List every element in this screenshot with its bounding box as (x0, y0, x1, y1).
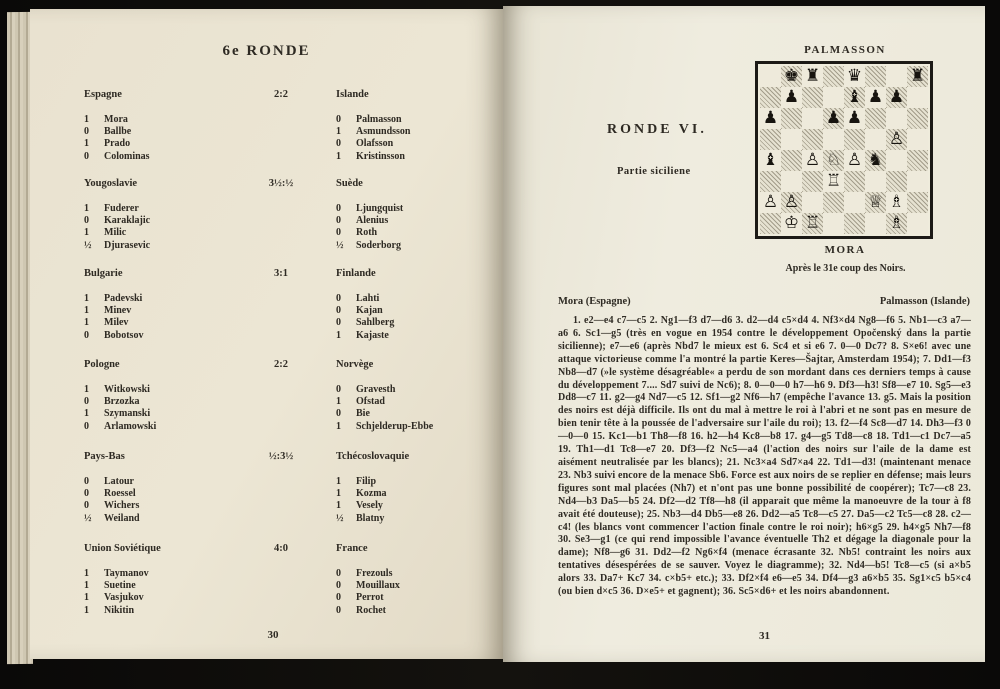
board-square (865, 171, 886, 192)
player-row (30, 408, 503, 420)
match-score: 3:1 (274, 268, 288, 279)
chess-piece: ♙ (844, 150, 865, 171)
match-section (30, 359, 503, 433)
player-name-right: Kristinsson (356, 150, 405, 162)
player-row (30, 500, 503, 512)
player-name-left: Taymanov (104, 568, 149, 579)
player-row (30, 293, 503, 305)
player-score-left: ½ (84, 239, 92, 251)
match-header (30, 178, 503, 192)
chess-piece: ♟ (823, 108, 844, 129)
players-line (558, 296, 970, 307)
board-square (802, 108, 823, 129)
player-row (30, 317, 503, 329)
player-name-right: Olafsson (356, 138, 394, 150)
player-score-left: 1 (84, 568, 89, 579)
player-score-left: 0 (84, 500, 89, 512)
team-left: Pologne (84, 359, 120, 370)
chess-piece: ♜ (802, 66, 823, 87)
player-score-right: 1 (336, 150, 341, 162)
player-score-left: 1 (84, 604, 89, 616)
board-square (886, 108, 907, 129)
player-score-left: 1 (84, 203, 89, 214)
player-score-right: 0 (336, 114, 341, 125)
board-square (907, 129, 928, 150)
player-name-left: Latour (104, 476, 134, 487)
player-score-right: 0 (336, 227, 341, 239)
player-score-right: 1 (336, 126, 341, 138)
player-name-right: Alenius (356, 215, 389, 227)
team-right: Finlande (336, 268, 376, 279)
player-score-right: 0 (336, 384, 341, 395)
chess-piece: ♟ (760, 108, 781, 129)
team-right: Islande (336, 89, 369, 100)
player-row (30, 203, 503, 215)
player-name-right: Sahlberg (356, 317, 395, 329)
black-player-name: Palmasson (Islande) (879, 296, 970, 307)
player-row (30, 513, 503, 525)
board-square (865, 213, 886, 234)
team-right: Suède (336, 178, 363, 189)
board-square (907, 171, 928, 192)
player-score-left: 1 (84, 305, 89, 317)
board-square (823, 213, 844, 234)
player-row (30, 126, 503, 138)
player-name-left: Minev (104, 305, 132, 317)
board-square (802, 129, 823, 150)
player-name-right: Schjelderup-Ebbe (356, 420, 434, 432)
player-score-right: 0 (336, 317, 341, 329)
player-name-right: Ofstad (356, 396, 385, 408)
player-score-right: ½ (336, 239, 344, 251)
board-square (823, 129, 844, 150)
board-square (760, 213, 781, 234)
player-name-left: Bobotsov (104, 329, 144, 341)
player-row (30, 114, 503, 126)
player-score-right: 0 (336, 568, 341, 579)
left-page (30, 9, 503, 659)
player-row (30, 151, 503, 163)
white-player-name: Mora (Espagne) (558, 296, 631, 307)
player-row (30, 384, 503, 396)
player-name-right: Kajan (356, 305, 383, 317)
player-score-left: 0 (84, 329, 89, 341)
chess-piece: ♙ (781, 192, 802, 213)
chess-piece: ♟ (844, 108, 865, 129)
player-score-left: 0 (84, 396, 89, 408)
chess-piece: ♝ (760, 150, 781, 171)
player-row (30, 330, 503, 342)
board-square (823, 66, 844, 87)
chess-piece: ♔ (781, 213, 802, 234)
board-square (865, 108, 886, 129)
player-name-left: Brzozka (104, 396, 140, 408)
player-name-left: Nikitin (104, 604, 135, 616)
team-right: Norvège (336, 359, 374, 370)
player-score-left: 0 (84, 126, 89, 138)
board-square (907, 213, 928, 234)
player-score-left: 1 (84, 384, 89, 395)
board-square (907, 192, 928, 213)
match-section (30, 268, 503, 342)
player-score-right: ½ (336, 512, 344, 524)
player-name-right: Kajaste (356, 329, 389, 341)
chess-board (760, 66, 928, 234)
player-row (30, 305, 503, 317)
page-number-left: 30 (267, 629, 279, 641)
match-header (30, 543, 503, 557)
player-name-right: Vesely (356, 500, 383, 512)
player-name-right: Mouillaux (356, 580, 400, 592)
player-name-left: Colominas (104, 150, 150, 162)
chess-piece: ♗ (886, 213, 907, 234)
game-annotation-text: 1. e2—e4 c7—c5 2. Ng1—f3 d7—d6 3. d2—d4 c5×d4 4. Nf3×d4 Ng8—f6 5. Nb1—c3 a7—a6 6. Sc1—g5 (très en vogue en 1954 contre le développement Opočenský dans la partie sicilienne); e7—e6 (après Nbd7 le mieux est 6. Sc4 et si e6 7. 0—0 Dc7? 8. S×e6! avec une attaque victorieuse comme l'a montré la partie Keres—Šajtar, Amsterdam 1954); 7. Dd1—f3 Nb8—d7 (»le système désagréable« a perdu de son mordant dans ces derniers temps à cause du développement 7.... Sd7 suivi de Nc6); 8. 0—0—0 h7—h6 9. Df3—h3! Sf8—e7 10. Sg5—e3 Dd8—c7 11. g2—g4 Nd7—c5 12. Sf1—g2 Nf6—h7 (empêche l'avance 13. g5. Mais la position des noirs est déjà difficile. Ils ont du mal à mettre le roi à l'abri et ne sont pas en mesure de bien tenir tête à la poussée de l'adversaire sur l'aile du roi); 13. f2—f4 Sc8—d7 14. Dh3—f3 0—0—0 15. Kc1—b1 Th8—f8 16. h2—h4 Kc8—b8 17. g4—g5 Td8—c8 18. Td1—c1 Dc7—a5 19. Th1—d1 Tc8—e7 20. Df3—f2 Nc5—a4 (l'action des noirs sur l'aile de la dame est aisément neutralisée par les blancs); 21. Nc3×a4 Sd7×a4 22. Td1—d3! (maintenant menace 23. Nb3 suivi encore de la menace Sb6. Force est aux noirs de se replier en défense; mais leurs figures sont mal placées (Nh7) et n'ont pas une bonne possibilité de coopérer); Tc7—c8 23. Nd4—b3 Da5—b5 24. Df2—d2 Tf8—h8 (il apparait que même la manoeuvre de la tour à f8 avait été douteuse); 25. Nb3—d4 Db5—e8 26. Dd2—a5 Tc8—c5 27. Da5—c2 Tc5—c8 28. c2—c4! (les blancs vont commencer l'action finale contre le roi noir); h6×g5 29. h4×g5 Nh7—f8 30. Se3—g1 (ce qui rend impossible l'avance éventuelle Th2 et dégage la diagonale pour la dame); Nf8—g6 31. Dd2—f2 Ng6×f4 (menace écrasante 32. Nb5! contraint les noirs aux tentatives désespérées de se sauver. Voyez le diagramme); 32. Nd4—b5! Tc8—c5 (si a×b5 alors 33. Da7+ Kc7 34. c×b5+ etc.); 33. Df2×f4 e6—e5 34. Df4—g3 a6×b5 35. Sg1×c5 b5×c4 (ou bien d×c5 36. D×e5+ et gagnent); 36. Sc5×d6+ et les noirs abandonnent. (558, 315, 971, 598)
chess-piece: ♟ (781, 87, 802, 108)
board-square (760, 66, 781, 87)
player-name-right: Rochet (356, 604, 386, 616)
page-title: 6e RONDE (222, 43, 311, 59)
player-name-right: Filip (356, 476, 377, 487)
player-row (30, 215, 503, 227)
chess-piece: ♖ (823, 171, 844, 192)
board-square (781, 108, 802, 129)
player-score-left: 0 (84, 488, 89, 500)
team-right: France (336, 543, 368, 554)
match-header (30, 359, 503, 373)
board-square (865, 66, 886, 87)
diagram-caption: Après le 31e coup des Noirs. (785, 263, 906, 274)
player-name-right: Ljungquist (356, 203, 404, 214)
right-page (503, 6, 985, 662)
board-square (823, 192, 844, 213)
chess-piece: ♙ (760, 192, 781, 213)
chess-piece: ♙ (802, 150, 823, 171)
match-score: 4:0 (274, 543, 288, 554)
player-score-right: 1 (336, 420, 341, 432)
match-section (30, 178, 503, 252)
player-score-left: 1 (84, 580, 89, 592)
player-score-left: 1 (84, 592, 89, 604)
player-name-right: Asmundsson (356, 126, 411, 138)
chess-piece: ♘ (823, 150, 844, 171)
player-row (30, 488, 503, 500)
chess-piece: ♙ (886, 129, 907, 150)
player-name-right: Lahti (356, 293, 380, 304)
player-score-right: 0 (336, 215, 341, 227)
player-name-left: Mora (104, 114, 128, 125)
chess-piece: ♗ (886, 192, 907, 213)
player-name-right: Kozma (356, 488, 387, 500)
chess-diagram (755, 61, 933, 239)
player-name-left: Padevski (104, 293, 143, 304)
chess-piece: ♕ (865, 192, 886, 213)
match-section (30, 451, 503, 525)
player-score-left: 1 (84, 138, 89, 150)
match-section (30, 543, 503, 617)
player-row (30, 396, 503, 408)
player-name-left: Szymanski (104, 408, 151, 420)
match-section (30, 89, 503, 163)
chess-piece: ♛ (844, 66, 865, 87)
player-name-right: Roth (356, 227, 378, 239)
opening-name: Partie siciliene (617, 166, 691, 177)
player-row (30, 421, 503, 433)
board-square (907, 108, 928, 129)
player-row (30, 605, 503, 617)
player-name-right: Palmasson (356, 114, 402, 125)
player-score-right: 0 (336, 203, 341, 214)
board-square (886, 171, 907, 192)
round-heading: RONDE VI. (607, 122, 707, 137)
player-row (30, 138, 503, 150)
team-left: Yougoslavie (84, 178, 138, 189)
player-score-left: 1 (84, 293, 89, 304)
team-right: Tchécoslovaquie (336, 451, 410, 462)
player-row (30, 568, 503, 580)
player-name-left: Ballbe (104, 126, 132, 138)
team-left: Espagne (84, 89, 122, 100)
player-score-left: 0 (84, 215, 89, 227)
player-name-right: Frezouls (356, 568, 393, 579)
player-score-left: 0 (84, 150, 89, 162)
board-square (907, 150, 928, 171)
player-name-left: Milev (104, 317, 129, 329)
match-score: 2:2 (274, 89, 288, 100)
chess-piece: ♝ (844, 87, 865, 108)
player-name-left: Witkowski (104, 384, 150, 395)
team-left: Bulgarie (84, 268, 123, 279)
player-score-left: 1 (84, 114, 89, 125)
diagram-black-player-label: PALMASSON (804, 44, 886, 56)
board-square (886, 150, 907, 171)
player-score-right: 0 (336, 293, 341, 304)
chess-piece: ♜ (907, 66, 928, 87)
board-square (865, 129, 886, 150)
player-row (30, 476, 503, 488)
match-header (30, 268, 503, 282)
player-name-left: Weiland (104, 512, 140, 524)
player-score-left: ½ (84, 512, 92, 524)
board-square (844, 171, 865, 192)
player-score-right: 1 (336, 488, 341, 500)
player-name-left: Arlamowski (104, 420, 157, 432)
board-square (760, 87, 781, 108)
player-score-right: 0 (336, 580, 341, 592)
player-name-left: Karaklajic (104, 215, 151, 227)
player-name-left: Suetine (104, 580, 136, 592)
player-score-right: 1 (336, 500, 341, 512)
board-square (802, 192, 823, 213)
board-square (844, 192, 865, 213)
player-name-left: Djurasevic (104, 239, 151, 251)
player-name-left: Vasjukov (104, 592, 144, 604)
player-name-left: Milic (104, 227, 127, 239)
player-score-right: 0 (336, 604, 341, 616)
board-square (781, 129, 802, 150)
player-score-left: 1 (84, 317, 89, 329)
board-square (907, 87, 928, 108)
player-score-left: 0 (84, 476, 89, 487)
board-square (781, 171, 802, 192)
board-square (802, 171, 823, 192)
player-name-left: Fuderer (104, 203, 139, 214)
chess-piece: ♖ (802, 213, 823, 234)
player-name-left: Roessel (104, 488, 136, 500)
board-square (823, 87, 844, 108)
match-score: 3½:½ (268, 178, 294, 189)
player-score-right: 1 (336, 396, 341, 408)
player-row (30, 240, 503, 252)
player-score-right: 0 (336, 408, 341, 420)
page-number-right: 31 (759, 630, 770, 642)
player-row (30, 580, 503, 592)
chess-piece: ♟ (886, 87, 907, 108)
player-score-left: 0 (84, 420, 89, 432)
team-left: Union Soviétique (84, 543, 161, 554)
player-name-right: Blatny (356, 512, 385, 524)
player-name-left: Prado (104, 138, 131, 150)
board-square (844, 213, 865, 234)
chess-piece: ♚ (781, 66, 802, 87)
player-name-right: Soderborg (356, 239, 401, 251)
chess-piece: ♟ (865, 87, 886, 108)
board-square (760, 129, 781, 150)
player-score-right: 0 (336, 138, 341, 150)
player-row (30, 227, 503, 239)
board-square (844, 129, 865, 150)
chess-piece: ♞ (865, 150, 886, 171)
team-left: Pays-Bas (84, 451, 125, 462)
diagram-white-player-label: MORA (824, 244, 866, 256)
player-score-left: 1 (84, 408, 89, 420)
board-square (781, 150, 802, 171)
player-score-left: 1 (84, 227, 89, 239)
player-score-right: 1 (336, 476, 341, 487)
player-score-right: 0 (336, 592, 341, 604)
player-score-right: 0 (336, 305, 341, 317)
player-name-right: Gravesth (356, 384, 396, 395)
board-square (802, 87, 823, 108)
match-score: 2:2 (274, 359, 288, 370)
board-square (886, 66, 907, 87)
match-score: ½:3½ (268, 451, 294, 462)
match-header (30, 451, 503, 465)
player-name-right: Bie (356, 408, 370, 420)
board-square (760, 171, 781, 192)
player-name-right: Perrot (356, 592, 384, 604)
player-row (30, 592, 503, 604)
player-score-right: 1 (336, 329, 341, 341)
match-header (30, 89, 503, 103)
player-name-left: Wichers (104, 500, 140, 512)
